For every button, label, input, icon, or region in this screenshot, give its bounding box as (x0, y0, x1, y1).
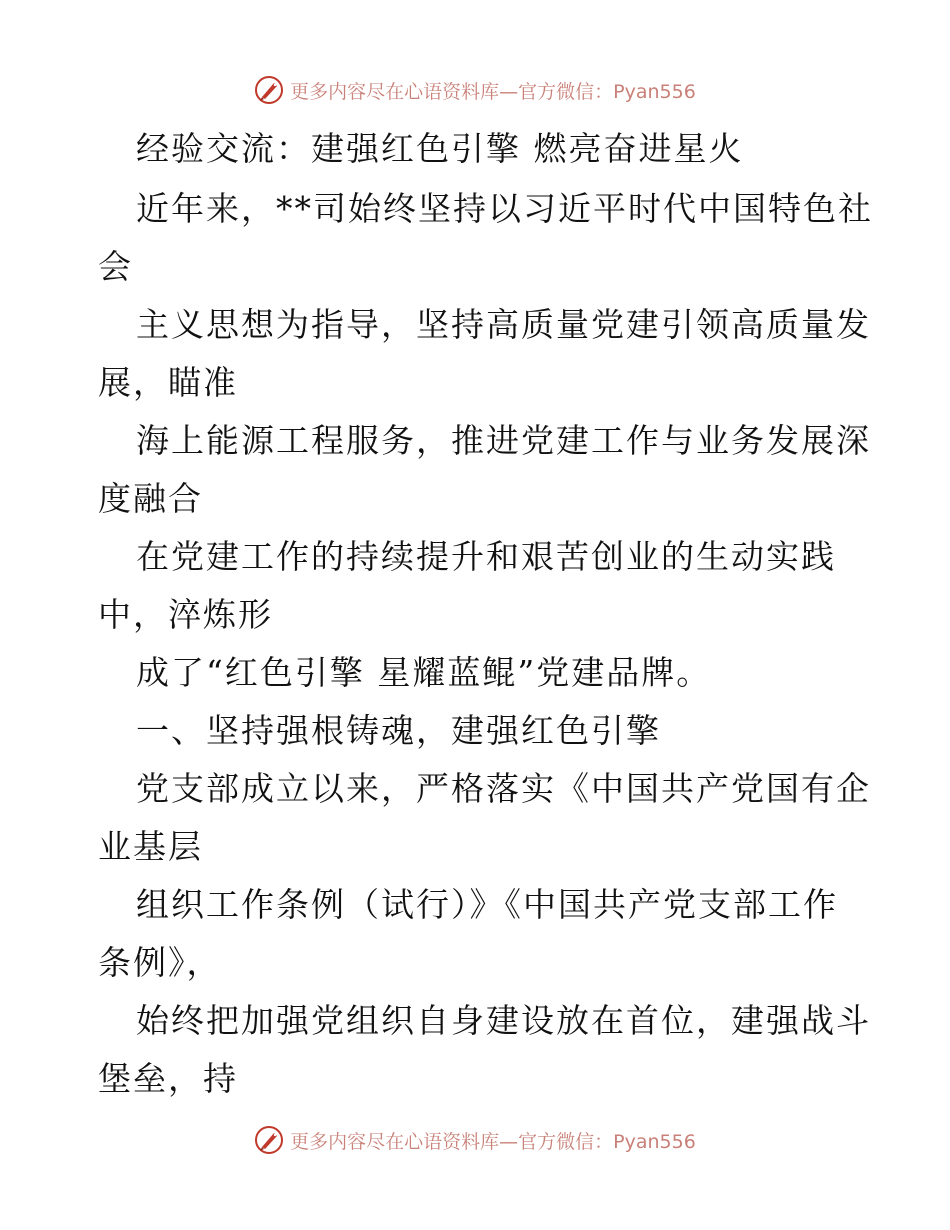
paragraph-line: 始终把加强党组织自身建设放在首位，建强战斗 (136, 1001, 871, 1040)
paragraph-line: 近年来，**司始终坚持以习近平时代中国特色社 (136, 189, 873, 228)
paragraph-line: 在党建工作的持续提升和艰苦创业的生动实践 (136, 537, 836, 576)
paragraph-line: 度融合 (98, 479, 203, 518)
paragraph-line: 会 (98, 247, 133, 286)
paragraph-line: 中，淬炼形 (98, 595, 273, 634)
header-banner (0, 70, 950, 110)
document-lines (98, 180, 873, 1108)
quill-pen-icon (254, 75, 284, 105)
paragraph-line: 堡垒，持 (98, 1059, 238, 1098)
document-title: 经验交流：建强红色引擎 燃亮奋进星火 (136, 129, 744, 168)
paragraph-line: 海上能源工程服务，推进党建工作与业务发展深 (136, 421, 871, 460)
document-body (98, 118, 873, 1108)
quill-pen-icon (254, 1125, 284, 1155)
paragraph-line: 展，瞄准 (98, 363, 238, 402)
footer-banner (0, 1120, 950, 1160)
paragraph-line: 业基层 (98, 827, 203, 866)
paragraph-line: 党支部成立以来，严格落实《中国共产党国有企 (136, 769, 871, 808)
paragraph-line: 一、坚持强根铸魂，建强红色引擎 (136, 711, 661, 750)
paragraph-line: 组织工作条例（试行）》《中国共产党支部工作 (136, 885, 838, 924)
footer-banner-text: 更多内容尽在心语资料库—官方微信：Pyan556 (290, 1130, 696, 1153)
paragraph-line: 成了“红色引擎 星耀蓝鲲”党建品牌。 (136, 653, 712, 692)
paragraph-line: 主义思想为指导，坚持高质量党建引领高质量发 (136, 305, 871, 344)
paragraph-line: 条例》， (98, 943, 222, 982)
header-banner-text: 更多内容尽在心语资料库—官方微信：Pyan556 (290, 80, 696, 103)
